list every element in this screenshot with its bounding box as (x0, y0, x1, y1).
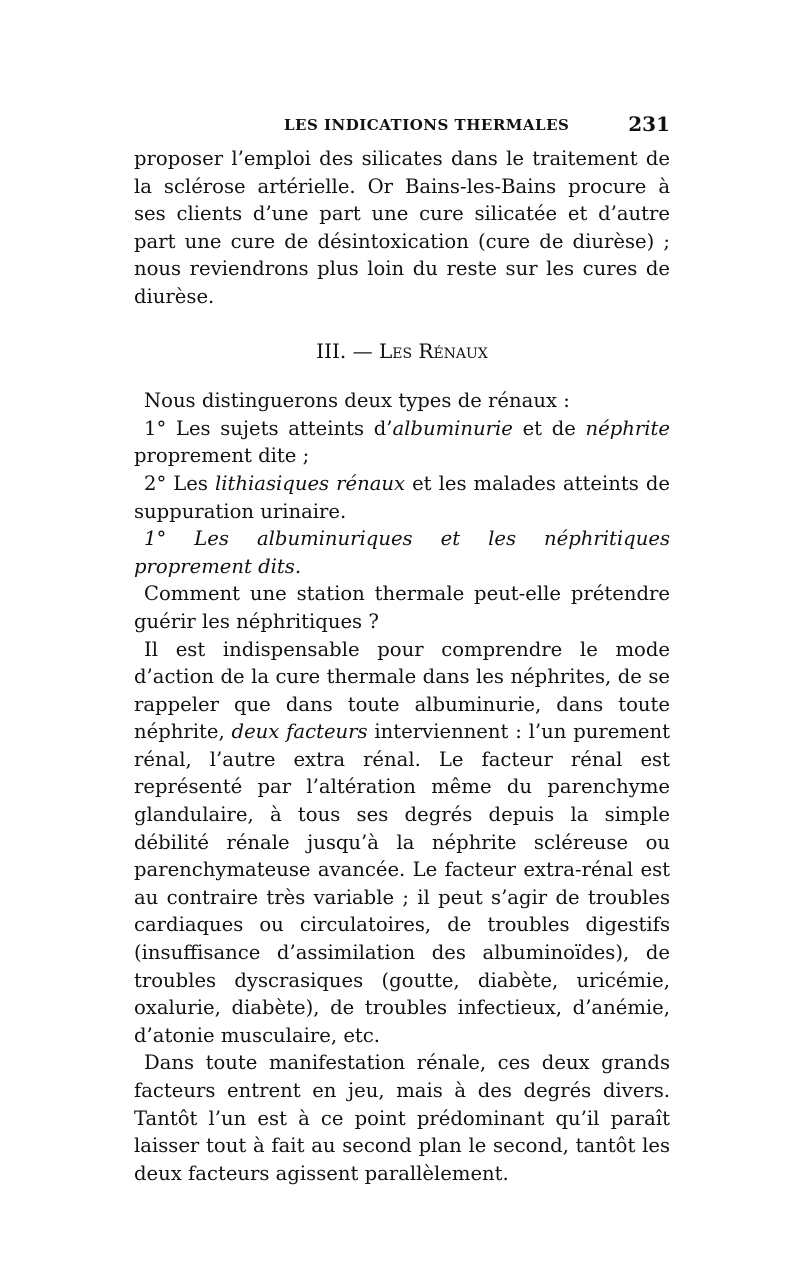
list-item-1-suffix: proprement dite ; (134, 444, 310, 468)
term-deux-facteurs: deux facteurs (231, 720, 368, 744)
list-item-2-prefix: 2° Les (144, 471, 215, 495)
types-paragraph: Nous distinguerons deux types de rénaux : (144, 389, 570, 413)
list-item-2 (134, 470, 670, 525)
section-title: Les Rénaux (378, 338, 488, 363)
final-paragraph: Dans toute manifestation rénale, ces deux grands facteurs entrent en jeu, mais à des degrés divers. Tantôt l’un est à ce point prédominant qu’il paraît laisser tout à fait au second plan le second, tantôt les deux facteurs agissent parallèlement. (134, 1051, 670, 1185)
question-paragraph: Comment une station thermale peut-elle prétendre guérir les néphritiques ? (134, 582, 670, 633)
term-lithiasiques: lithiasiques rénaux (214, 471, 406, 495)
section-numeral: III. — (316, 338, 379, 363)
term-albuminurie: albuminurie (392, 416, 513, 440)
subsection-heading: 1° Les albuminuriques et les néphritiques proprement dits. (134, 527, 670, 578)
page-number: 231 (628, 112, 670, 136)
list-item-2-suffix: et les malades atteints de suppuration urinaire. (134, 471, 670, 523)
main-paragraph-start: Il est indispensable pour comprendre le mode d’action de la cure thermale dans les néphrites, de se rappeler que dans toute albuminurie, dans toute néphrite, (134, 637, 670, 744)
list-item-1-mid: et de (512, 416, 586, 440)
running-title: LES INDICATIONS THERMALES (284, 116, 570, 134)
main-paragraph (134, 636, 670, 1050)
page-body (134, 145, 670, 1187)
list-item-1 (134, 415, 670, 470)
list-item-1-prefix: 1° Les sujets atteints d’ (144, 416, 393, 440)
main-paragraph-rest: interviennent : l’un purement rénal, l’autre extra rénal. Le facteur rénal est représenté par l’altération même du parenchyme glandulaire, à tous ses degrés depuis la simple débilité rénale jusqu’à la néphrite scléreuse ou parenchymateuse avancée. Le facteur extra-rénal est au contraire très variable ; il peut s’agir de troubles cardiaques ou circulatoires, de troubles digestifs (insuffisance d’assimilation des albuminoïdes), de troubles dyscrasiques (goutte, diabète, uricémie, oxalurie, diabète), de troubles infectieux, d’anémie, d’atonie musculaire, etc. (134, 720, 670, 1047)
page-header (134, 112, 670, 142)
section-heading (134, 338, 670, 366)
term-nephrite: néphrite (585, 416, 670, 440)
intro-paragraph: proposer l’emploi des silicates dans le traitement de la sclérose artérielle. Or Bains-les-Bains procure à ses clients d’une part une cure silicatée et d’autre part une cure de désintoxication (cure de diurèse) ; nous reviendrons plus loin du reste sur les cures de diurèse. (134, 147, 670, 308)
